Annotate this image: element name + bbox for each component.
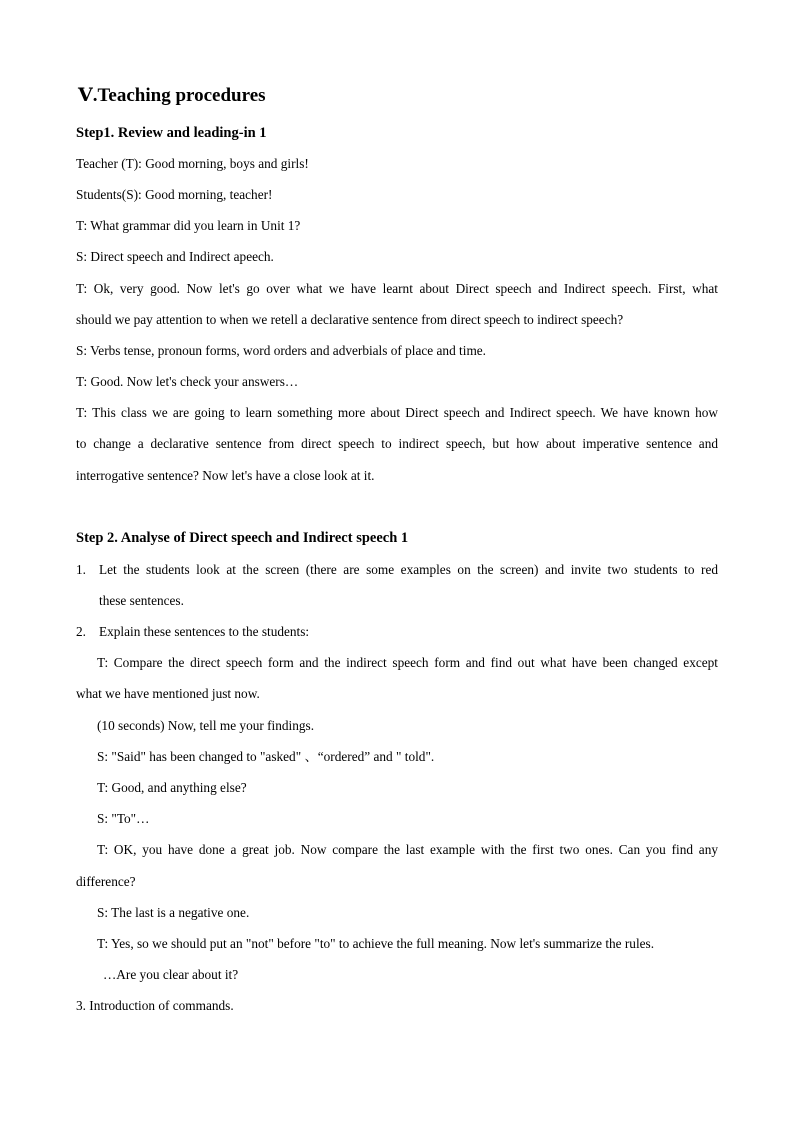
dialog-line: T: Good. Now let's check your answers… [76, 374, 299, 389]
dialog-line: T: Good, and anything else? [97, 780, 247, 795]
list-item-text: these sentences. [99, 593, 184, 608]
dialog-line: T: OK, you have done a great job. Now compare the last example with the first two ones. Can you find any [97, 842, 718, 857]
list-item-text: Explain these sentences to the students: [99, 624, 310, 639]
dialog-line: S: "Said" has been changed to "asked" 、“ordered” and " told". [97, 749, 435, 764]
section-heading: Ⅴ.Teaching procedures [78, 85, 266, 106]
dialog-line: what we have mentioned just now. [76, 686, 260, 701]
dialog-line: interrogative sentence? Now let's have a close look at it. [76, 468, 375, 483]
dialog-line: S: "To"… [97, 811, 150, 826]
dialog-line: T: Ok, very good. Now let's go over what we have learnt about Direct speech and Indirect speech. First, what [76, 281, 718, 296]
dialog-line: difference? [76, 874, 136, 889]
dialog-line: should we pay attention to when we retell a declarative sentence from direct speech to indirect speech? [76, 312, 624, 327]
dialog-line: …Are you clear about it? [103, 967, 239, 982]
dialog-line: S: Direct speech and Indirect apeech. [76, 249, 274, 264]
dialog-line: T: Yes, so we should put an "not" before "to" to achieve the full meaning. Now let's summarize the rules. [97, 936, 655, 951]
dialog-line: to change a declarative sentence from direct speech to indirect speech, but how about imperative sentence and [76, 436, 718, 451]
dialog-line: T: Compare the direct speech form and the indirect speech form and find out what have been changed except [97, 655, 718, 670]
step1-title: Step1. Review and leading-in 1 [76, 125, 267, 141]
list-number: 2. [76, 624, 86, 639]
dialog-line: T: What grammar did you learn in Unit 1? [76, 218, 301, 233]
dialog-line: S: Verbs tense, pronoun forms, word orders and adverbials of place and time. [76, 343, 487, 358]
dialog-line: Students(S): Good morning, teacher! [76, 187, 273, 202]
dialog-line: S: The last is a negative one. [97, 905, 250, 920]
dialog-line: Teacher (T): Good morning, boys and girls! [76, 156, 309, 171]
dialog-line: T: This class we are going to learn something more about Direct speech and Indirect speech. We have known how [76, 405, 718, 420]
list-item-text: Let the students look at the screen (there are some examples on the screen) and invite two students to red [99, 562, 718, 577]
list-number: 1. [76, 562, 86, 577]
list-item-text: 3. Introduction of commands. [76, 998, 234, 1013]
step2-title: Step 2. Analyse of Direct speech and Indirect speech 1 [76, 530, 409, 546]
dialog-line: (10 seconds) Now, tell me your findings. [97, 718, 315, 733]
